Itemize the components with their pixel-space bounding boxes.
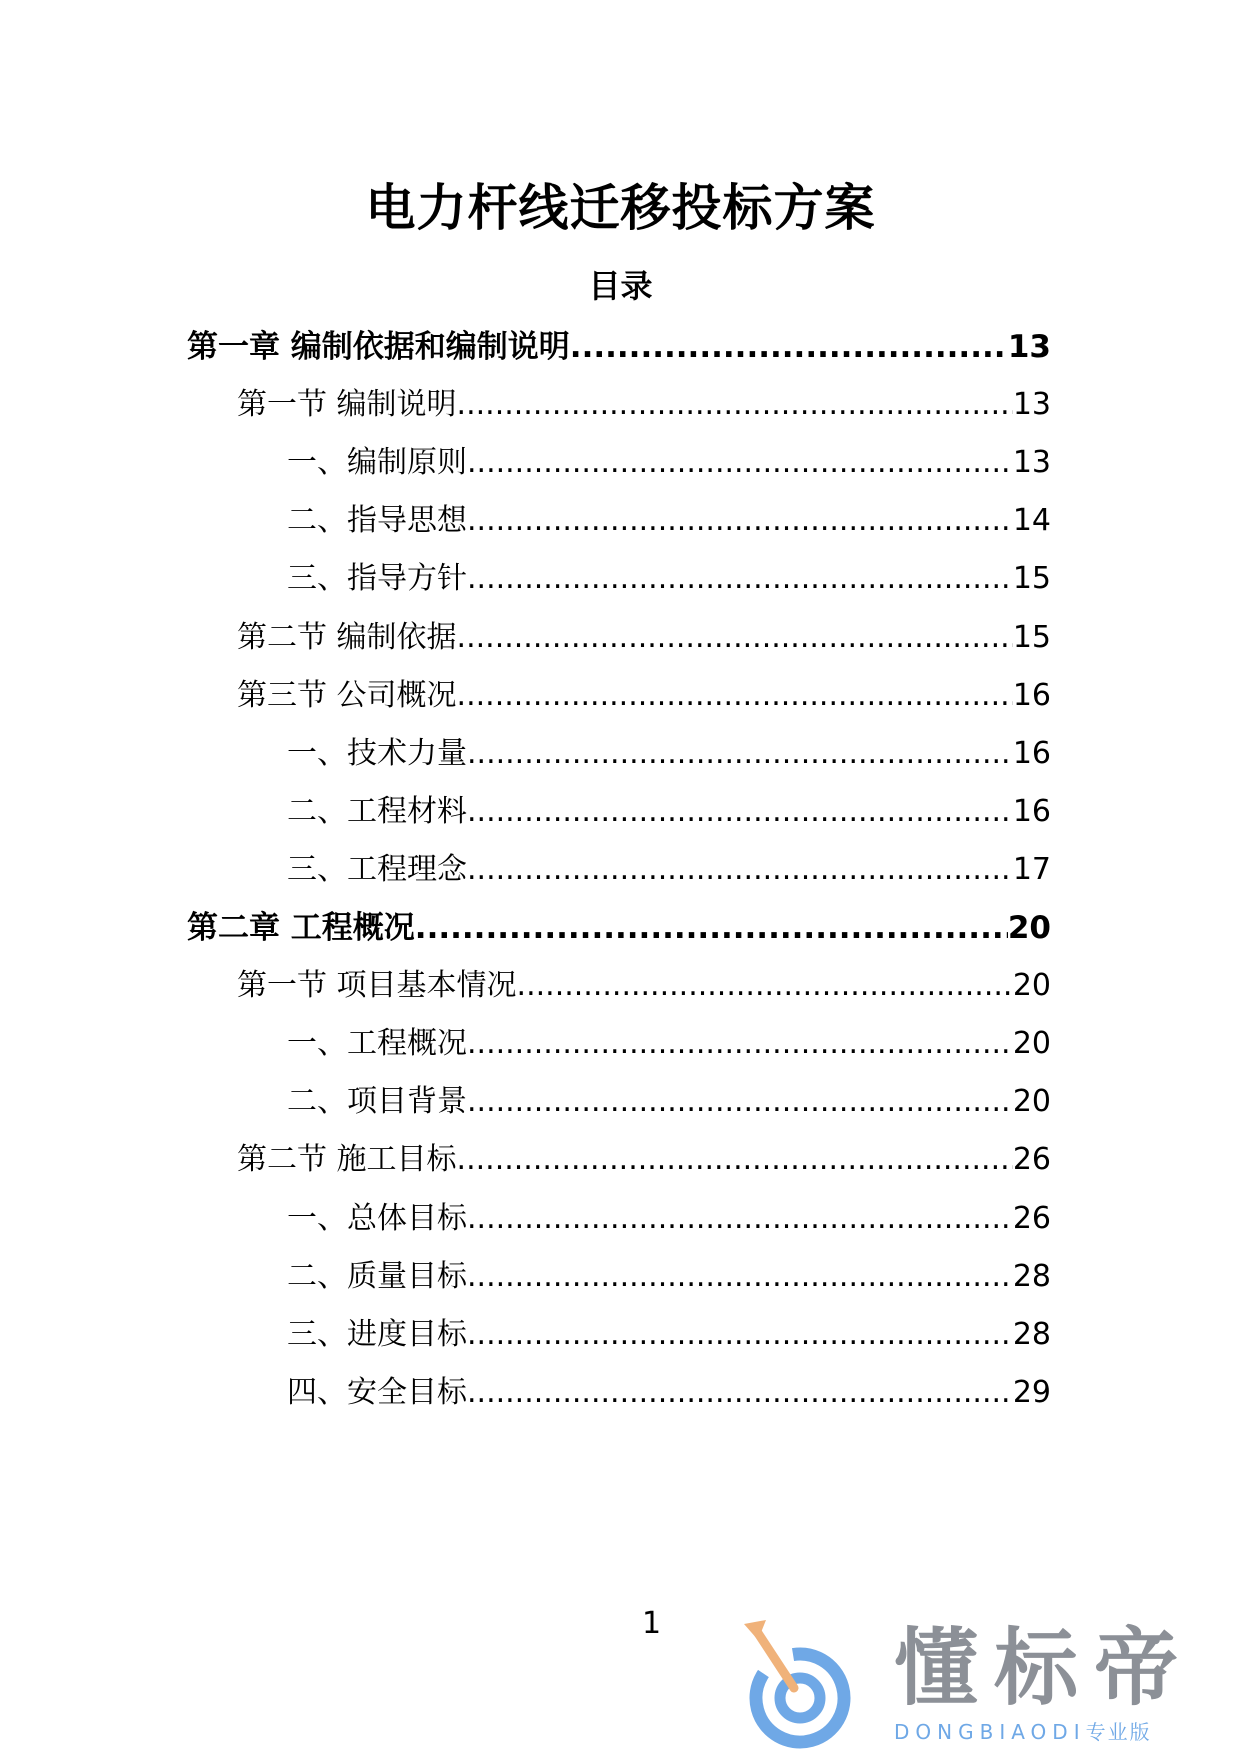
toc-entry-page: 16 [1012, 677, 1051, 713]
toc-entry-label: 第二章 工程概况 [187, 910, 415, 946]
toc-entry-page: 20 [1012, 1026, 1051, 1062]
toc-dot-leader [467, 850, 1013, 890]
toc-entry-label: 一、技术力量 [287, 735, 467, 771]
toc-entry-page: 17 [1012, 851, 1051, 887]
toc-subsection-entry[interactable] [287, 443, 1051, 483]
toc-entry-page: 16 [1012, 793, 1051, 829]
toc-heading: 目录 [588, 267, 653, 305]
toc-subsection-entry[interactable] [287, 850, 1051, 890]
toc-entry-label: 二、工程材料 [287, 793, 467, 829]
toc-entry-label: 一、编制原则 [287, 445, 467, 481]
toc-dot-leader [517, 966, 1013, 1006]
watermark-brand: 懂标帝 [894, 1619, 1195, 1717]
toc-subsection-entry[interactable] [287, 792, 1051, 832]
toc-entry-label: 一、总体目标 [287, 1200, 467, 1236]
toc-dot-leader [457, 676, 1013, 716]
toc-dot-leader [467, 1373, 1013, 1413]
toc-entry-page: 13 [1012, 387, 1051, 423]
toc-entry-page: 13 [1012, 445, 1051, 481]
toc-dot-leader [467, 1199, 1013, 1239]
toc-subsection-entry[interactable] [287, 1315, 1051, 1355]
toc-dot-leader [415, 908, 1008, 948]
toc-subsection-entry[interactable] [287, 734, 1051, 774]
toc-entry-page: 20 [1007, 910, 1051, 946]
toc-dot-leader [467, 1024, 1013, 1064]
toc-dot-leader [467, 443, 1013, 483]
toc-dot-leader [570, 327, 1008, 367]
toc-chapter-entry[interactable] [187, 908, 1051, 948]
toc-entry-label: 第三节 公司概况 [237, 677, 457, 713]
toc-entry-label: 三、工程理念 [287, 851, 467, 887]
toc-entry-page: 20 [1012, 968, 1051, 1004]
watermark-romanized: DONGBIAODI [894, 1720, 1086, 1744]
toc-dot-leader [467, 734, 1013, 774]
target-arrow-icon [742, 1618, 862, 1750]
toc-dot-leader [467, 1082, 1013, 1122]
toc-section-entry[interactable] [237, 618, 1051, 658]
page-number: 1 [641, 1606, 662, 1641]
toc-entry-page: 26 [1012, 1142, 1051, 1178]
toc-entry-label: 二、指导思想 [287, 503, 467, 539]
toc-entry-page: 20 [1012, 1084, 1051, 1120]
toc-entry-label: 三、进度目标 [287, 1316, 467, 1352]
toc-chapter-entry[interactable] [187, 327, 1051, 367]
toc-entry-label: 第一节 项目基本情况 [237, 968, 517, 1004]
toc-subsection-entry[interactable] [287, 501, 1051, 541]
toc-entry-label: 第二节 施工目标 [237, 1142, 457, 1178]
toc-entry-label: 一、工程概况 [287, 1026, 467, 1062]
toc-subsection-entry[interactable] [287, 1199, 1051, 1239]
toc-section-entry[interactable] [237, 385, 1051, 425]
toc-dot-leader [457, 385, 1013, 425]
toc-subsection-entry[interactable] [287, 1024, 1051, 1064]
toc-entry-label: 二、质量目标 [287, 1258, 467, 1294]
toc-dot-leader [457, 618, 1013, 658]
toc-entry-label: 三、指导方针 [287, 561, 467, 597]
toc-dot-leader [467, 1315, 1013, 1355]
toc-subsection-entry[interactable] [287, 1082, 1051, 1122]
toc-entry-page: 26 [1012, 1200, 1051, 1236]
toc-section-entry[interactable] [237, 966, 1051, 1006]
toc-entry-label: 二、项目背景 [287, 1084, 467, 1120]
toc-dot-leader [467, 792, 1013, 832]
toc-entry-page: 14 [1012, 503, 1051, 539]
toc-dot-leader [457, 1140, 1013, 1180]
toc-dot-leader [467, 559, 1013, 599]
toc-entry-page: 16 [1012, 735, 1051, 771]
toc-subsection-entry[interactable] [287, 1373, 1051, 1413]
toc-section-entry[interactable] [237, 676, 1051, 716]
watermark-subtitle [894, 1720, 1152, 1744]
toc-entry-page: 28 [1012, 1316, 1051, 1352]
toc-entry-label: 四、安全目标 [287, 1374, 467, 1410]
watermark-edition: 专业版 [1085, 1720, 1152, 1744]
watermark-logo [742, 1618, 1237, 1750]
toc-entry-label: 第一节 编制说明 [237, 387, 457, 423]
toc-dot-leader [467, 1257, 1013, 1297]
toc-section-entry[interactable] [237, 1140, 1051, 1180]
toc-dot-leader [467, 501, 1013, 541]
toc-entry-page: 29 [1012, 1374, 1051, 1410]
toc-entry-page: 15 [1012, 561, 1051, 597]
toc-subsection-entry[interactable] [287, 1257, 1051, 1297]
document-title: 电力杆线迁移投标方案 [365, 179, 876, 237]
toc-subsection-entry[interactable] [287, 559, 1051, 599]
toc-entry-label: 第一章 编制依据和编制说明 [187, 329, 570, 365]
toc-entry-label: 第二节 编制依据 [237, 619, 457, 655]
toc-entry-page: 15 [1012, 619, 1051, 655]
toc-entry-page: 28 [1012, 1258, 1051, 1294]
toc-entry-page: 13 [1007, 329, 1051, 365]
